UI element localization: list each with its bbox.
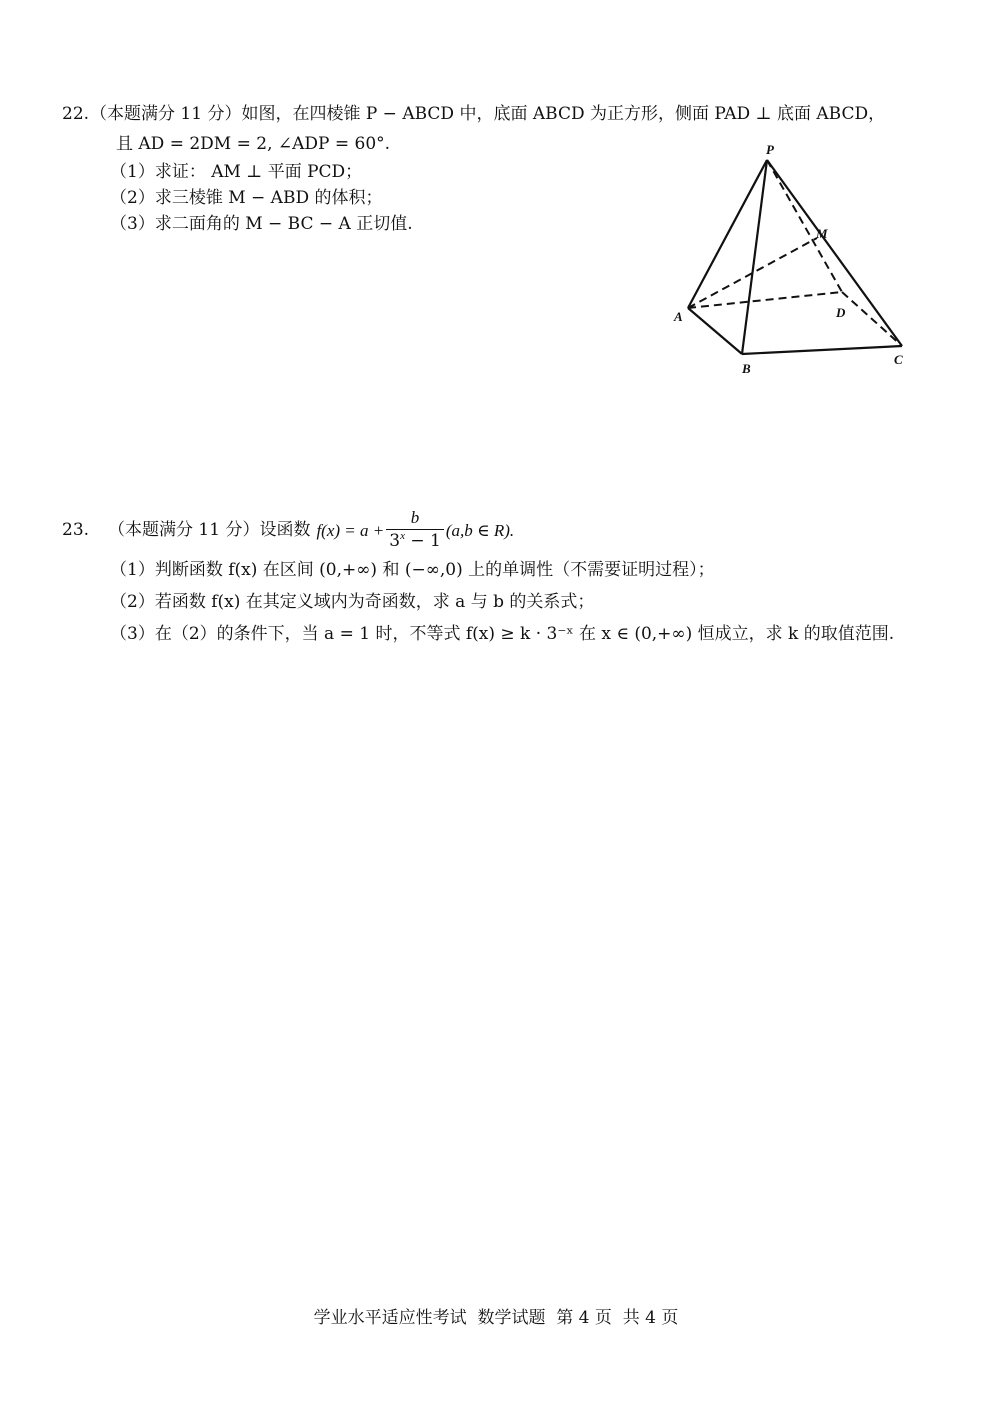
q23-func-lhs: f(x) = a +	[316, 520, 385, 540]
q22-part2: （2）求三棱锥 M − ABD 的体积；	[110, 188, 383, 208]
edge-pd-dashed	[767, 160, 842, 292]
q23-part3: （3）在（2）的条件下，当 a = 1 时，不等式 f(x) ≥ k · 3⁻ˣ 在 x ∈ (0,+∞) 恒成立，求 k 的取值范围.	[110, 624, 895, 644]
pyramid-figure	[670, 140, 930, 380]
page-footer: 学业水平适应性考试 数学试题 第 4 页 共 4 页	[313, 1308, 679, 1328]
label-d: D	[836, 305, 846, 320]
edge-ab	[688, 308, 742, 354]
edge-pc	[767, 160, 902, 346]
q23-part2: （2）若函数 f(x) 在其定义域内为奇函数，求 a 与 b 的关系式；	[110, 592, 595, 612]
q22-part3: （3）求二面角的 M − BC − A 正切值.	[110, 214, 413, 234]
q23-fraction	[386, 509, 444, 550]
q23-frac-denominator	[386, 529, 444, 551]
q23-func-tail: (a,b ∈ R).	[445, 520, 515, 540]
q22-header: （本题满分 11 分）如图，在四棱锥 P − ABCD 中，底面 ABCD 为正方形，侧面 PAD ⊥ 底面 ABCD，	[90, 104, 886, 124]
label-b: B	[742, 361, 751, 376]
q22-number: 22.	[62, 104, 90, 124]
edge-dc-dashed	[842, 292, 902, 346]
label-a: A	[674, 309, 683, 324]
label-p: P	[766, 142, 774, 157]
q23-den-exp: x	[400, 530, 405, 542]
edge-bc	[742, 346, 902, 354]
q23-frac-numerator: b	[410, 508, 420, 528]
q23-number: 23.	[62, 520, 90, 540]
q23-den-base: 3	[389, 531, 401, 551]
q22-part1: （1）求证： AM ⊥ 平面 PCD；	[110, 162, 363, 182]
label-c: C	[894, 352, 903, 367]
q22-given: 且 AD = 2DM = 2, ∠ADP = 60°.	[116, 134, 391, 154]
q23-den-tail: − 1	[404, 531, 441, 551]
q23-header-prefix: （本题满分 11 分）设函数	[108, 519, 311, 540]
label-m: M	[816, 226, 828, 241]
q23-part1: （1）判断函数 f(x) 在区间 (0,+∞) 和 (−∞,0) 上的单调性（不需要证明过程）；	[110, 560, 715, 580]
edge-pb	[742, 160, 767, 354]
q23-header	[108, 508, 514, 552]
